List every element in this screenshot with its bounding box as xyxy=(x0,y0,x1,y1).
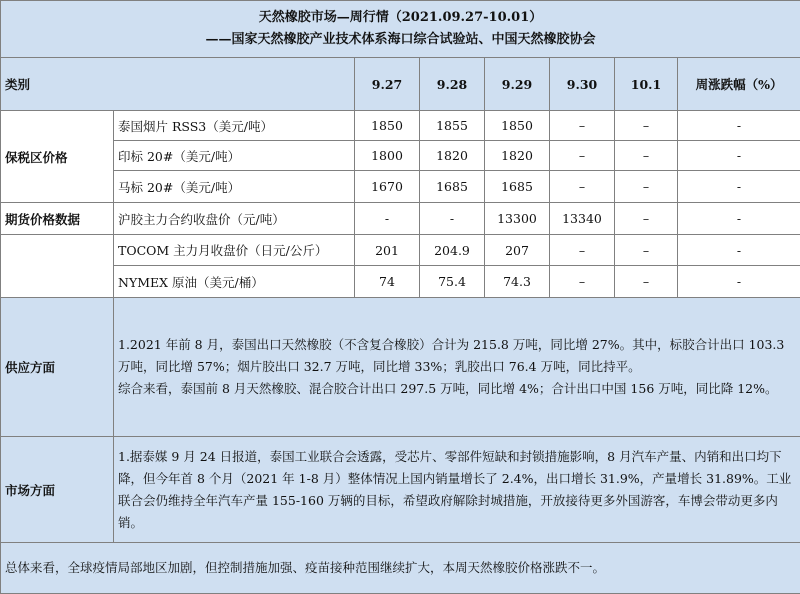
summary-text: 总体来看，全球疫情局部地区加剧，但控制措施加强、疫苗接种范围继续扩大，本周天然橡胶价格涨跌不一。 xyxy=(1,543,800,594)
market-row xyxy=(1,437,800,543)
header-date-5: 10.1 xyxy=(615,58,678,111)
table-row xyxy=(1,141,800,171)
value-cell: 74 xyxy=(355,266,420,298)
group-futures: 期货价格数据 xyxy=(1,203,114,235)
value-cell: 201 xyxy=(355,235,420,266)
value-cell: 13300 xyxy=(485,203,550,235)
table-row xyxy=(1,235,800,266)
change-cell: - xyxy=(678,141,800,171)
value-cell: - xyxy=(420,203,485,235)
row-label: 沪胶主力合约收盘价（元/吨） xyxy=(114,203,355,235)
value-cell: – xyxy=(550,235,615,266)
value-cell: 207 xyxy=(485,235,550,266)
change-cell: - xyxy=(678,203,800,235)
value-cell: 1850 xyxy=(355,111,420,141)
header-category: 类别 xyxy=(1,58,355,111)
value-cell: – xyxy=(550,171,615,203)
supply-row xyxy=(1,298,800,437)
value-cell: - xyxy=(355,203,420,235)
change-cell: - xyxy=(678,111,800,141)
value-cell: 1820 xyxy=(485,141,550,171)
table-row xyxy=(1,203,800,235)
value-cell: 74.3 xyxy=(485,266,550,298)
table-subtitle: ——国家天然橡胶产业技术体系海口综合试验站、中国天然橡胶协会 xyxy=(5,29,796,51)
value-cell: – xyxy=(615,266,678,298)
row-label: NYMEX 原油（美元/桶） xyxy=(114,266,355,298)
change-cell: - xyxy=(678,235,800,266)
title-block xyxy=(1,1,800,58)
supply-label: 供应方面 xyxy=(1,298,114,437)
header-row xyxy=(1,58,800,111)
value-cell: 204.9 xyxy=(420,235,485,266)
header-weekly-change: 周涨跌幅（%） xyxy=(678,58,800,111)
value-cell: – xyxy=(615,203,678,235)
row-label: TOCOM 主力月收盘价（日元/公斤） xyxy=(114,235,355,266)
supply-text xyxy=(114,298,800,437)
table-row xyxy=(1,266,800,298)
market-paragraph-1: 1.据泰媒 9 月 24 日报道，泰国工业联合会透露，受芯片、零部件短缺和封锁措施影响，8 月汽车产量、内销和出口均下降，但今年首 8 个月（2021 年 1-8 月）整体情况上国内销量增长了 2.4%，出口增长 31.9%，产量增长 31.89%。工业联合会仍维持全年汽车产量 155-160 万辆的目标，希望政府解除封城措施，开放接待更多外国游客，车博会带动更多内销。 xyxy=(118,446,796,534)
value-cell: – xyxy=(615,235,678,266)
header-date-3: 9.29 xyxy=(485,58,550,111)
supply-paragraph-2: 综合来看，泰国前 8 月天然橡胶、混合胶合计出口 297.5 万吨，同比增 4%；合计出口中国 156 万吨，同比降 12%。 xyxy=(118,378,796,400)
value-cell: – xyxy=(550,141,615,171)
value-cell: 75.4 xyxy=(420,266,485,298)
group-futures-cont xyxy=(1,235,114,298)
row-label: 泰国烟片 RSS3（美元/吨） xyxy=(114,111,355,141)
row-label: 马标 20#（美元/吨） xyxy=(114,171,355,203)
value-cell: – xyxy=(550,111,615,141)
row-label: 印标 20#（美元/吨） xyxy=(114,141,355,171)
value-cell: 1800 xyxy=(355,141,420,171)
value-cell: – xyxy=(615,171,678,203)
value-cell: 1685 xyxy=(485,171,550,203)
value-cell: 1855 xyxy=(420,111,485,141)
value-cell: – xyxy=(550,266,615,298)
table-row xyxy=(1,111,800,141)
market-text xyxy=(114,437,800,543)
header-date-1: 9.27 xyxy=(355,58,420,111)
change-cell: - xyxy=(678,171,800,203)
value-cell: – xyxy=(615,141,678,171)
value-cell: 1670 xyxy=(355,171,420,203)
summary-row xyxy=(1,543,800,594)
supply-paragraph-1: 1.2021 年前 8 月，泰国出口天然橡胶（不含复合橡胶）合计为 215.8 万吨，同比增 27%。其中，标胶合计出口 103.3 万吨，同比增 57%；烟片胶出口 32.7 万吨，同比增 33%；乳胶出口 76.4 万吨，同比持平。 xyxy=(118,334,796,378)
value-cell: 1850 xyxy=(485,111,550,141)
change-cell: - xyxy=(678,266,800,298)
market-label: 市场方面 xyxy=(1,437,114,543)
value-cell: 1685 xyxy=(420,171,485,203)
table-title: 天然橡胶市场—周行情（2021.09.27-10.01） xyxy=(5,7,796,29)
value-cell: – xyxy=(615,111,678,141)
header-date-2: 9.28 xyxy=(420,58,485,111)
table-row xyxy=(1,171,800,203)
value-cell: 1820 xyxy=(420,141,485,171)
value-cell: 13340 xyxy=(550,203,615,235)
header-date-4: 9.30 xyxy=(550,58,615,111)
group-bonded: 保税区价格 xyxy=(1,111,114,203)
